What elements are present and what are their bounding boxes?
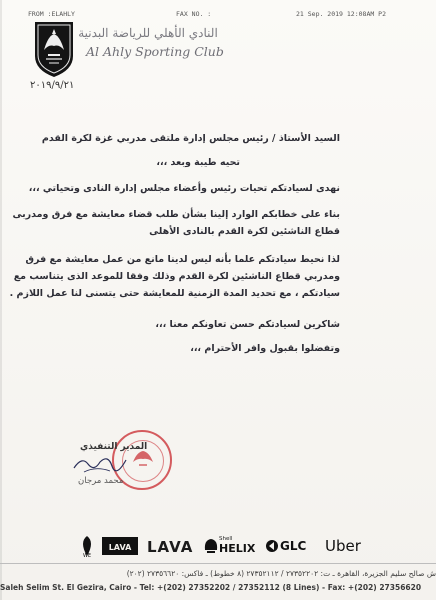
letter-greeting: تحيه طيبة وبعد ،،، bbox=[156, 157, 240, 168]
we-logo-text: WE bbox=[82, 553, 92, 558]
letter-paragraph-2-line-2: قطاع الناشئين لكرة القدم بالنادى الأهلى bbox=[149, 226, 340, 237]
letter-paragraph-3-line-1: لذا نحيط سيادتكم علما بأنه ليس لدينا مانع من عمل معايشة مع فرق bbox=[25, 254, 340, 265]
fax-number: FAX NO. : bbox=[176, 10, 212, 18]
letterhead-english-name: Al Ahly Sporting Club bbox=[86, 44, 224, 59]
fax-date-time: 21 Sep. 2019 12:08AM P2 bbox=[296, 10, 387, 18]
crest-eagle-icon bbox=[32, 20, 76, 78]
letter-paragraph-3-line-2: ومدربي قطاع الناشئين لكرة القدم وذلك وفقا للموعد الذى يتناسب مع bbox=[13, 271, 340, 282]
handwritten-signature bbox=[70, 450, 130, 476]
letter-addressee: السيد الأستاذ / رئيس مجلس إدارة ملتقى مدربي غزة لكرة القدم bbox=[41, 133, 340, 144]
fax-from: FROM :ELAHLY bbox=[28, 10, 75, 18]
glc-logo-icon bbox=[265, 534, 279, 558]
signatory-title: المدير التنفيذي bbox=[80, 442, 148, 452]
page-edge-shadow bbox=[0, 0, 2, 600]
al-ahly-crest-logo bbox=[32, 20, 76, 78]
footer-address-english: Saleh Selim St. El Gezira, Cairo - Tel: +(202) 27352202 / 27352112 (8 Lines) - Fax: +(202) 27356620 bbox=[0, 583, 422, 592]
glc-logo-text: GLC bbox=[280, 539, 307, 553]
shell-helix-text: HELIX bbox=[219, 542, 256, 555]
footer-divider bbox=[0, 563, 436, 564]
sponsor-strip bbox=[75, 534, 425, 558]
footer-address-arabic: ش صالح سليم الجزيرة، القاهرة ـ ت: ٢٧٣٥٢٢٠٢ / ٢٧٣٥٢١١٢ (٨ خطوط) ـ فاكس: ٢٧٣٥٦٦٢٠ (٢٠٢) bbox=[126, 569, 436, 578]
fax-header bbox=[0, 10, 436, 20]
lava-box-logo-text: LAVA bbox=[108, 543, 132, 552]
letter-paragraph-3-line-3: سيادتكم ، مع تحديد المدة الزمنية للمعايشة حتى يتسنى لنا عمل اللازم . bbox=[9, 288, 340, 299]
letterhead-arabic-name: النادي الأهلي للرياضة البدنية bbox=[78, 26, 218, 40]
shell-brand-text: Shell bbox=[219, 536, 233, 542]
lava-box-logo-icon bbox=[101, 534, 139, 558]
letter-paragraph-2-line-1: بناء على خطابكم الوارد إلينا بشأن طلب قضاء معايشة مع فرق ومدربى bbox=[12, 209, 340, 220]
uber-logo-text: Uber bbox=[325, 537, 361, 555]
we-logo-icon bbox=[75, 534, 99, 558]
letter-paragraph-1: نهدى لسيادتكم تحيات رئيس وأعضاء مجلس إدارة النادى وتحياتي ،،، bbox=[28, 183, 340, 194]
shell-logo-icon bbox=[203, 534, 219, 558]
handwritten-date: ٢٠١٩/٩/٢١ bbox=[30, 80, 75, 91]
signatory-name: محمد مرجان bbox=[78, 476, 124, 486]
lava-logo-text: LAVA bbox=[147, 538, 194, 556]
letter-thanks: شاكرين لسيادتكم حسن تعاونكم معنا ،،، bbox=[155, 319, 340, 330]
letter-closing: وتفضلوا بقبول وافر الأحترام ،،، bbox=[190, 343, 340, 354]
